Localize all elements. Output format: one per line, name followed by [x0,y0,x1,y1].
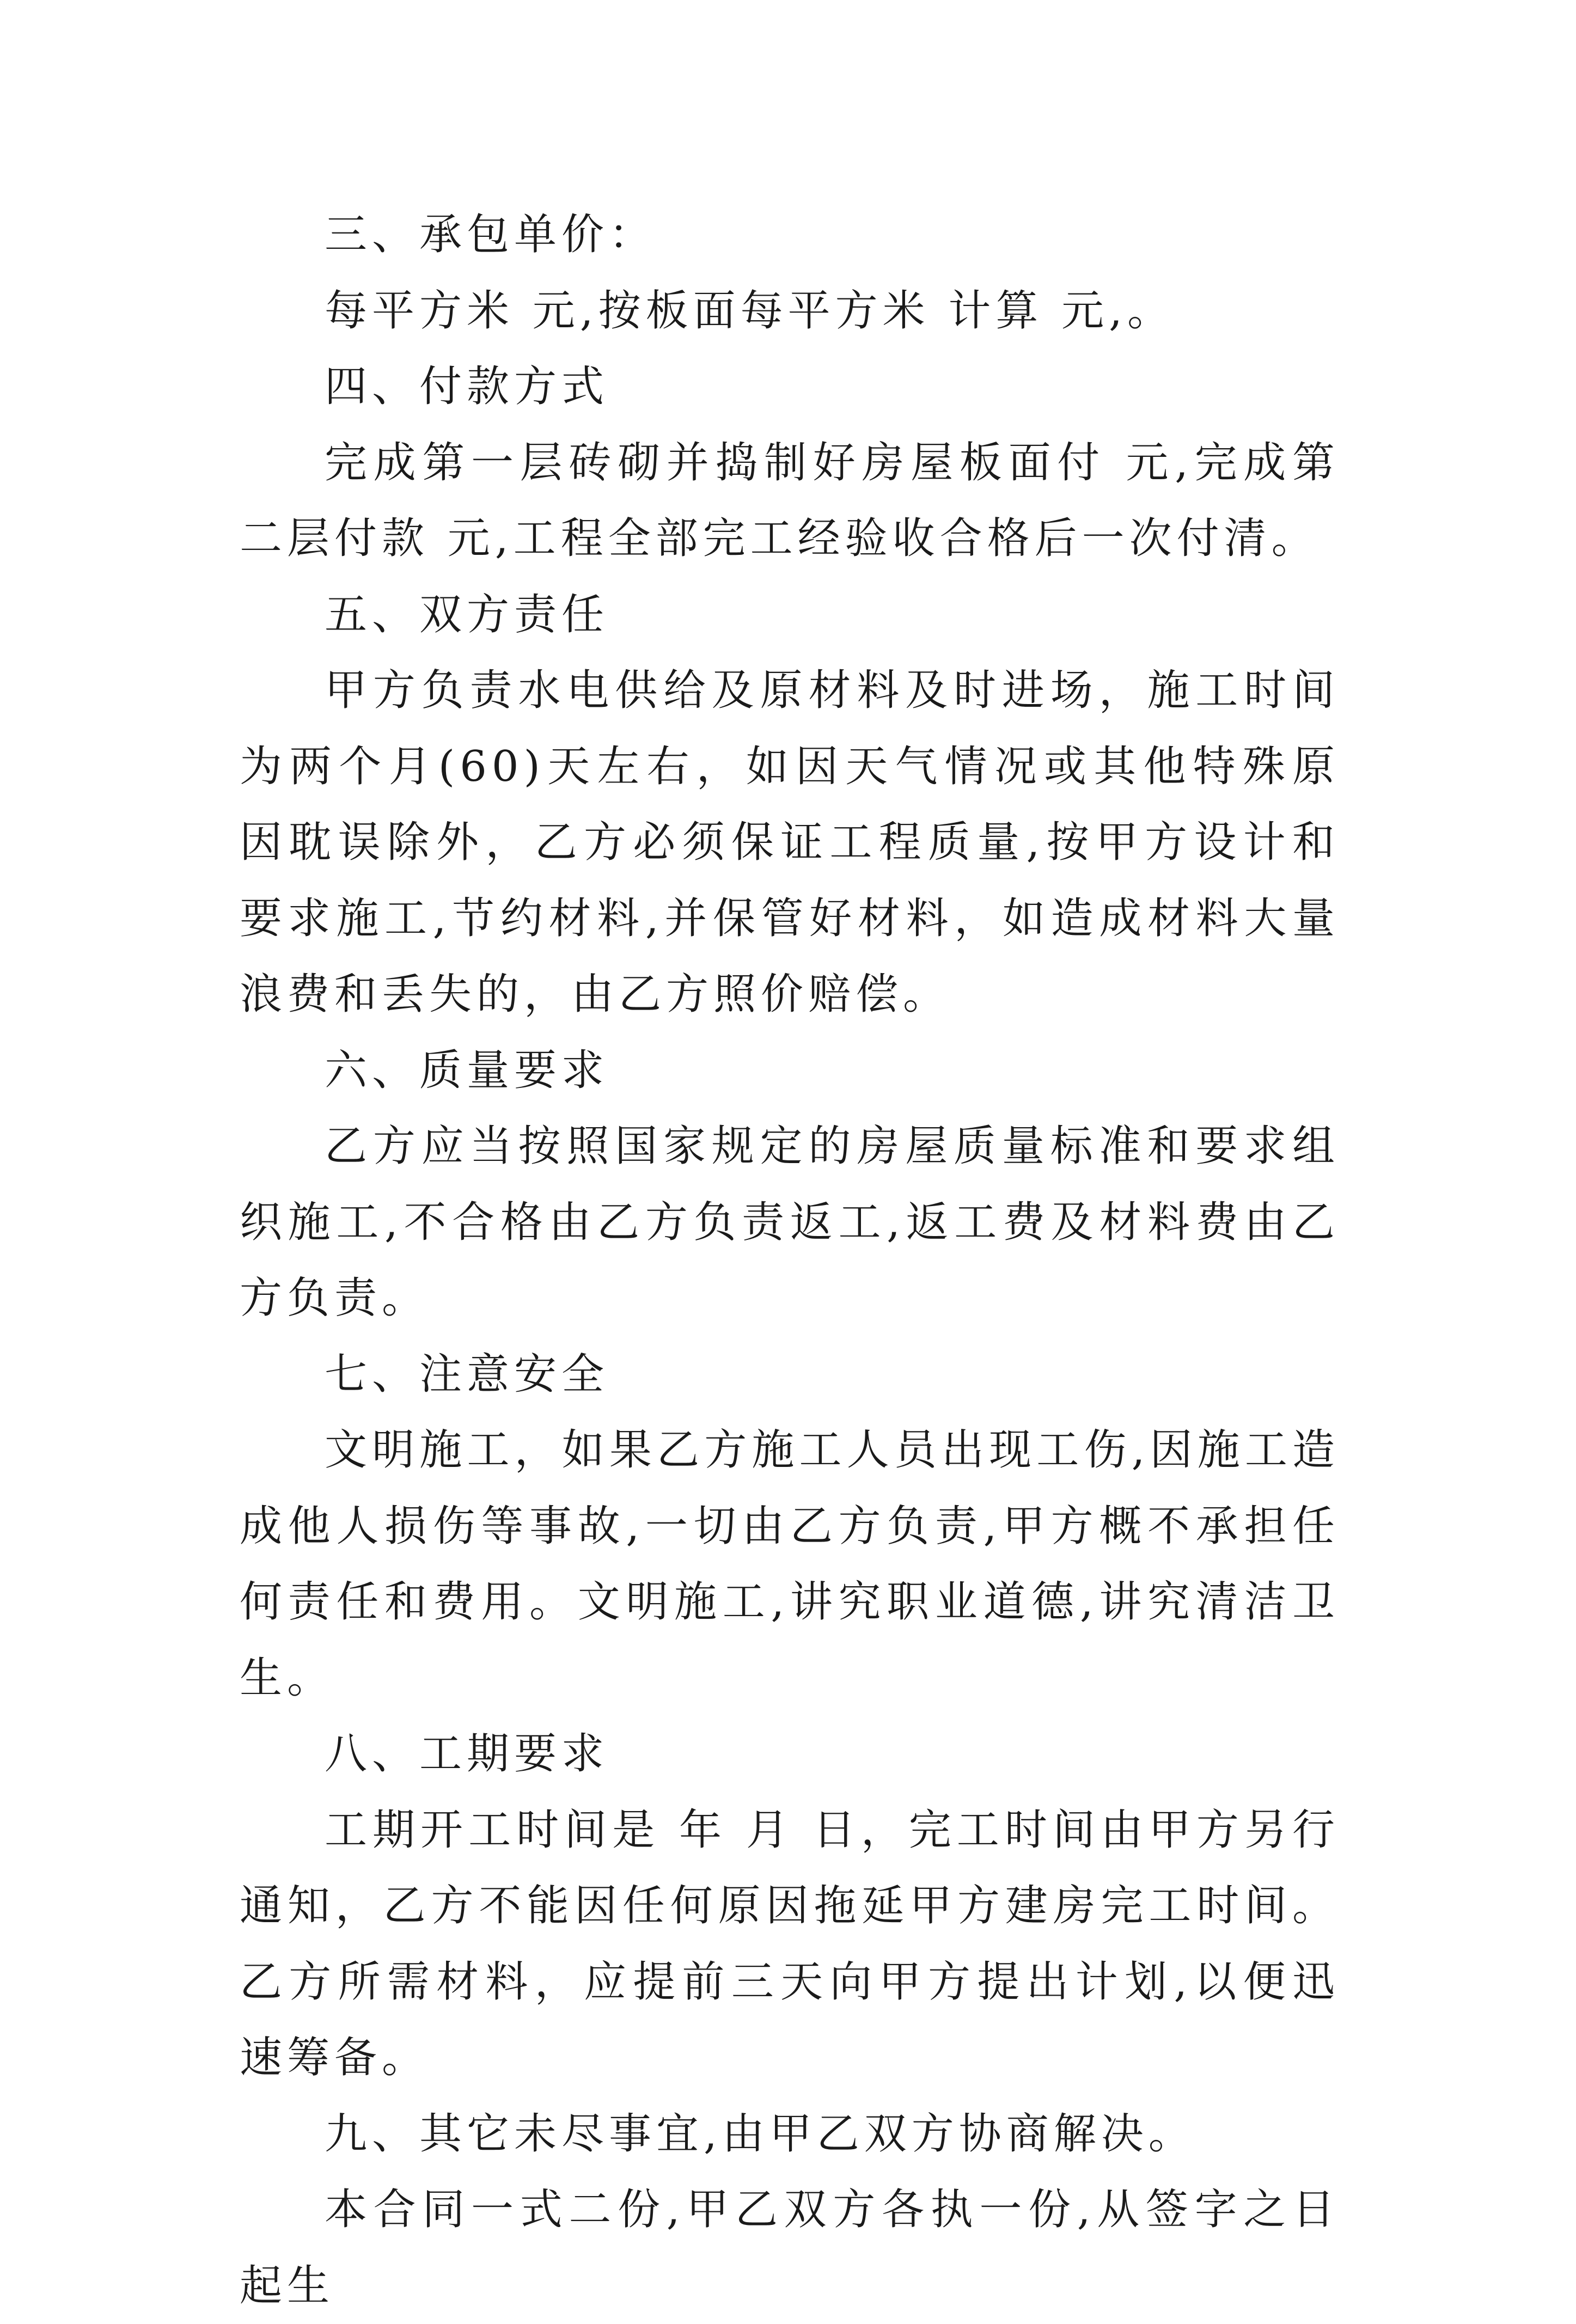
paragraph-quality: 乙方应当按照国家规定的房屋质量标准和要求组织施工,不合格由乙方负责返工,返工费及材料费由乙方负责。 [240,1122,1340,1323]
paragraph-safety: 文明施工，如果乙方施工人员出现工伤,因施工造成他人损伤等事故,一切由乙方负责,甲方概不承担任何责任和费用。文明施工,讲究职业道德,讲究清洁卫生。 [240,1426,1340,1703]
section-heading-quality: 六、质量要求 [325,1045,609,1095]
section-heading-schedule: 八、工期要求 [325,1729,609,1778]
section-heading-payment: 四、付款方式 [325,362,609,411]
paragraph-schedule: 工期开工时间是 年 月 日，完工时间由甲方另行通知，乙方不能因任何原因拖延甲方建房完工时间。乙方所需材料，应提前三天向甲方提出计划,以便迅速筹备。 [240,1805,1340,2082]
paragraph-payment: 完成第一层砖砌并捣制好房屋板面付 元,完成第二层付款 元,工程全部完工经验收合格后一次付清。 [240,438,1340,563]
section-heading-unit-price: 三、承包单价： [325,210,657,259]
paragraph-other-matters: 九、其它未尽事宜,由甲乙双方协商解决。 [325,2109,1196,2158]
paragraph-copies: 本合同一式二份,甲乙双方各执一份,从签字之日起生 [240,2185,1340,2310]
section-heading-responsibilities: 五、双方责任 [325,590,609,639]
paragraph-responsibilities: 甲方负责水电供给及原材料及时进场，施工时间为两个月(60)天左右，如因天气情况或其他特殊原因耽误除外，乙方必须保证工程质量,按甲方设计和要求施工,节约材料,并保管好材料，如造成材料大量浪费和丢失的，由乙方照价赔偿。 [240,666,1340,1019]
paragraph-unit-price: 每平方米 元,按板面每平方米 计算 元,。 [325,286,1175,335]
section-heading-safety: 七、注意安全 [325,1349,609,1399]
contract-body [240,197,1340,2324]
